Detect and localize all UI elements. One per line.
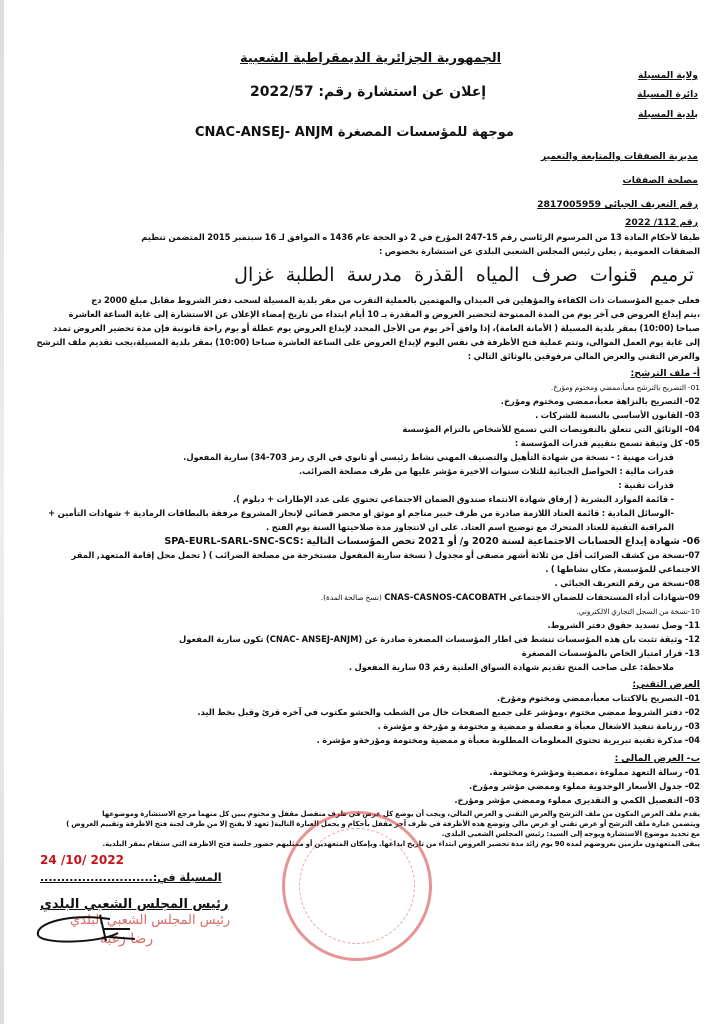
signer-name-stamp: رضا زغبة [100,930,154,947]
body-line: ،يتم إيداع العروض في آخر يوم من المدة الممنوحة لتحضير العروض و المقدرة بـ 10 أيام ابتداء من تاريخ إمضاء الإعلان عن الاستشارة إلى غاية الساعة العاشرة [68,308,700,319]
list-item: قدرات تقنية : [618,479,674,490]
body-line: إلى غاية يوم العمل الموالي، وتتم عملية فتح الأظرفة في نفس اليوم لإيداع العروض على الساعة العاشرة صباحا (10:00) بمقر بلدية المسيلة،يجب تقديم ملف الترشح [36,336,700,347]
official-stamp [282,811,432,961]
stamp-title: رئيس المجلس الشعبي البلدي [70,912,231,928]
section-a-title: أ- ملف الترشح: [630,368,700,380]
list-item: - قائمة الموارد البشرية ( إرفاق شهادة الانتماء صندوق الضمان الاجتماعي تحتوي على عدد الإطارات + دبلوم ). [232,493,674,504]
list-item: 03- رزنامة تنفيذ الاشغال معبأة و مفصلة و ممضية و مختومة و مؤرخة و مؤشرة . [377,721,700,732]
list-item: 03- التفصيل الكمي و التقديري مملوء وممضي مؤشر ومؤرخ. [454,794,700,805]
intro-line: طبقا لأحكام المادة 13 من المرسوم الرئاسي رقم 15-247 المؤرخ في 2 ذو الحجة عام 1436 ه الموافق لـ 16 سبتمبر 2015 المتضمن تنظيم [141,232,700,242]
list-item: 02- دفتر الشروط ممضي مختوم ،ومؤشر على جميع الصفحات خال من الشطب والحشو مكتوب في آخره قرئ وقبل بخط اليد. [197,707,700,718]
list-item: 04- الوثائق التي تتعلق بالتفويضات التي تسمح للأشخاص بالتزام المؤسسة [402,424,700,435]
scan-edge [0,0,4,1024]
authority-daira: دائرة المسيلة [637,89,698,100]
list-item: 08-نسخة من رقم التعريف الجبائي . [554,577,700,588]
authority-service: مصلحة الصفقات [622,175,698,186]
closing-line: يقدم ملف العرض المكون من ملف الترشح والعرض التقني و العرض المالي، ويجب أن يوضع كل عرض في ظرف منفصل مقفل و مختوم يبين كل منهما مرجع الاستشارة وموضوعها [102,809,700,818]
list-item: الاجتماعي للمؤسسة, مكان نشاطها ) . [545,563,700,574]
authority-commune: بلدية المسيلة [638,109,698,120]
list-item: 05- كل وثيقة تسمح بتقييم قدرات المؤسسة : [514,438,700,449]
list-item: 01- التصريح بالاكتتاب معبأ،ممضي ومختوم ومؤرخ. [496,693,700,704]
reference-number: رقم 112/ 2022 [624,217,698,228]
list-item: 03- القانون الأساسي بالنسبة للشركات . [535,410,700,421]
list-item: 01- التصريح بالترشح معبأ،ممضي ومختوم ومؤرخ. [550,383,700,393]
list-item [16,592,700,604]
list-item: 10-نسخة من السجل التجاري الالكتروني. [576,606,700,616]
signatory-title: رئيس المجلس الشعبي البلدي [40,896,229,912]
authority-wilaya: ولاية المسيلة [638,70,698,81]
project-title: ترميم قنوات صرف المياه القذرة مدرسة الطلبة غزال [234,263,694,286]
technical-offer-title: العرض التقني: [632,679,700,691]
tax-id: رقم التعريف الجبائي 2817005959 [537,199,698,210]
body-line: فعلى جميع المؤسسات ذات الكفاءة والمؤهلين في الميدان والمهتمين بالعملية التقرب من مقر بلدية المسيلة لسحب دفتر الشروط مقابل مبلغ 2000 دج [91,294,700,305]
closing-line: مع تحديد موضوع الاستشارة ويوجه إلى السيد: رئيس المجلس الشعبي البلدي. [441,829,700,838]
authority-directorate: مديرية الصفقات والمتابعة والتعمير [540,151,698,162]
list-item: 02- جدول الأسعار الوحدوية مملوء وممضي مؤشر ومؤرخ. [468,780,700,791]
item-09-text: 09-شهادات أداء المستحقات للضمان الاجتماعي CNAS-CASNOS-CACOBATH [384,591,700,602]
closing-line: يبقى المتعهدون ملزمين بعروضهم لمدة 90 يوم زائد مدة تحضير العروض ابتداء من تاريخ ايداعها. وبإمكان المتعهدين أو ممثليهم حضور جلسة فتح الاظرفة التي ستقام بمقر البلدية. [102,839,700,848]
announcement-number: إعلان عن استشارة رقم: 2022/57 [250,84,487,100]
list-item: 07-نسخة من كشف الضرائب أقل من ثلاثة أشهر مصفى أو مجدول ( نسخة سارية المفعول مستخرجة من مصلحة الضرائب ) ( تحمل محل إقامة المتعهد, المقر [71,549,700,560]
list-item: 02- التصريح بالنزاهة معبأ،ممضي ومختوم ومؤرخ. [500,396,700,407]
list-item: 01- رسالة التعهد مملوءة ،ممضية ومؤشرة ومختومة. [489,766,700,777]
body-line: صباحا (10:00) بمقر بلدية المسيلة ( الأمانة العامة)، إذا وافق آخر يوم من الأجل المحدد لإيداع العروض يوم عطلة أو يوم راحة قانونية فإن مدة تحضير العروض تمدد [52,322,700,333]
target-audience: موجهة للمؤسسات المصغرة CNAC-ANSEJ- ANJM [195,125,514,140]
body-line: والعرض التقني والعرض المالي مرفوقين بالوثائق التالي : [467,350,700,361]
document-body [16,232,700,961]
intro-line: الصفقات العمومية , يعلن رئيس المجلس الشعبي البلدي عن استشارة بخصوص : [379,245,700,256]
list-item: قدرات مالية : الحواصل الجبائية للثلاث سنوات الاخيرة مؤشر عليها من طرف مصلحة الضرائب. [299,466,674,476]
signature-place: المسيلة في:........................... [40,870,222,884]
list-item: قدرات مهنية : - نسخة من شهادة التأهيل والتصنيف المهني نشاط رئيسي أو ثانوي في الري رمز 703-34) سارية المفعول. [183,452,674,463]
list-item: 11- وصل تسديد حقوق دفتر الشروط. [547,619,700,630]
list-item: 04- مذكرة تقنية تبريرية تحتوي المعلومات المطلوبة معبأة و ممضية ومختومة ومؤرخةو مؤشرة . [316,735,700,746]
list-item: 12- وثيقة تثبت بان هذه المؤسسات تنشط في اطار المؤسسات المصغرة صادرة عن (CNAC- ANSEJ-ANJM) تكون سارية المفعول [178,633,700,644]
republic-title: الجمهورية الجزائرية الديمقراطية الشعبية [240,51,502,66]
financial-offer-title: ب- العرض المالي : [614,752,700,764]
list-item: 13- قرار امتياز الخاص بالمؤسسات المصغرة [521,647,700,658]
list-item: المراقبة التقنية للعتاد المتحرك مع توضيح اسم العتاد. على ان لاتتجاوز مدة صلاحيتها السنة يوم الفتح . [265,521,674,532]
note: ملاحظة: على صاحب المنح تقديم شهادة السواق العلنية رقم 03 سارية المفعول . [348,661,674,672]
signature-block [16,851,700,961]
item-09-note: (نسخ صالحة المدة). [320,592,382,602]
closing-line: ويتضمن عبارة ملف الترشح أو عرض تقني او عرض مالي وتوضع هذه الأظرفة في ظرف آخر مقفل بأحكام و يحمل العبارة التالية( تعهد لا يفتح إلا من طرف لجنة فتح الاظرفة وتقييم العروض ) [66,819,700,828]
list-item: -الوسائل المادية : قائمة العتاد اللازمة صادرة من طرف خبير مناجم او موثق او محضر قضائي لإنجاز المشروع مرفقة بالبطاقات الرمادية + شهادات التأمين + [48,507,674,518]
handwritten-signature [30,911,140,951]
handwritten-date: 2022 /10/ 24 [40,852,124,867]
list-item: 06- شهادة إيداع الحسابات الاجتماعية لسنة 2020 و/ أو 2021 تخص المؤسسات التالية :SPA-EURL-SARL-SNC-SCS [164,535,700,547]
